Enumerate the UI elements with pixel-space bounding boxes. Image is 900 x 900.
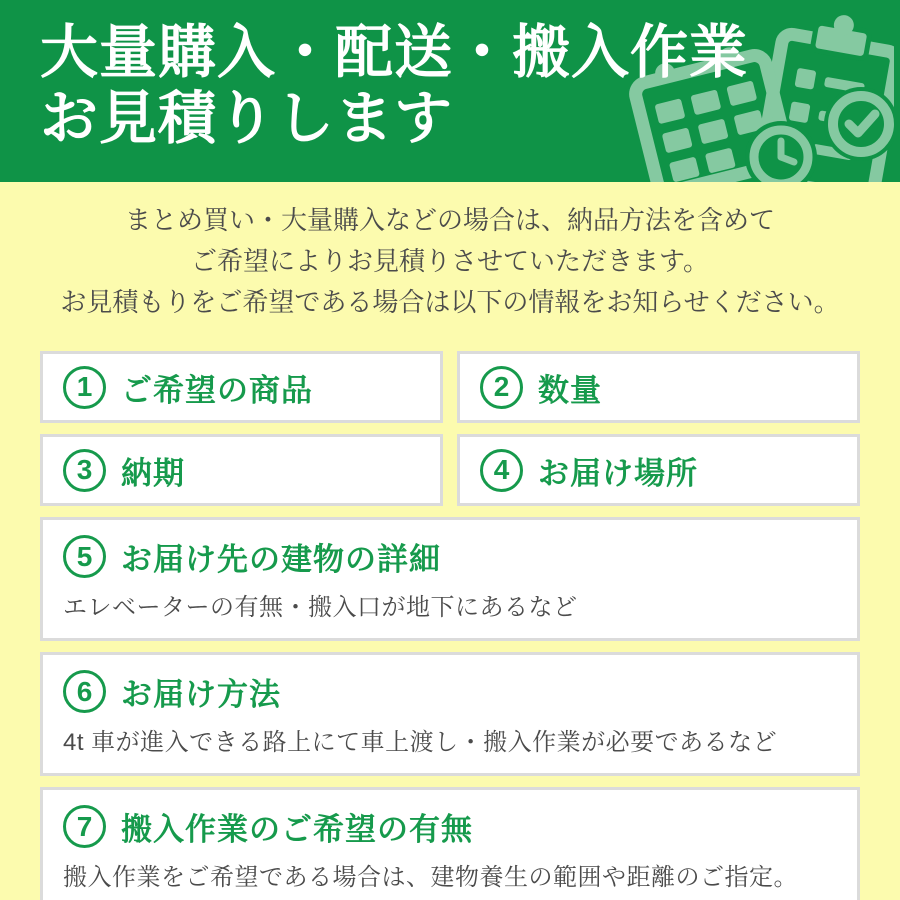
page-title-line1: 大量購入・配送・搬入作業	[40, 20, 749, 85]
info-box-list	[40, 351, 860, 900]
number-badge-6: 6	[63, 670, 106, 713]
box-title-4: お届け場所	[538, 455, 698, 491]
info-box-desired-product	[40, 351, 443, 423]
box-title-row-6	[63, 669, 837, 714]
info-box-delivery-date	[40, 434, 443, 506]
box-title-row-5	[63, 534, 837, 579]
intro-paragraph	[0, 182, 900, 323]
info-box-building-details	[40, 517, 860, 641]
number-badge-7: 7	[63, 805, 106, 848]
box-description-5: エレベーターの有無・搬入口が地下にあるなど	[63, 594, 578, 621]
box-title-6: お届け方法	[121, 677, 281, 712]
small-box-grid	[40, 351, 860, 506]
box-title-row-7	[63, 804, 837, 849]
box-description-6: 4t 車が進入できる路上にて車上渡し・搬入作業が必要であるなど	[63, 729, 778, 756]
box-description-7: 搬入作業をご希望である場合は、建物養生の範囲や距離のご指定。	[63, 864, 798, 891]
box-title-1: ご希望の商品	[121, 372, 313, 408]
intro-line-1: まとめ買い・大量購入などの場合は、納品方法を含めて	[124, 205, 775, 235]
info-box-delivery-place	[457, 434, 860, 506]
number-badge-1: 1	[63, 366, 106, 409]
box-title-5: お届け先の建物の詳細	[121, 542, 441, 577]
intro-line-3: お見積もりをご希望である場合は以下の情報をお知らせください。	[60, 287, 840, 317]
header	[0, 0, 900, 182]
page-title-line2: お見積りします	[40, 86, 454, 151]
info-box-carry-in-work	[40, 787, 860, 900]
info-box-quantity	[457, 351, 860, 423]
box-title-7: 搬入作業のご希望の有無	[121, 812, 473, 847]
number-badge-2: 2	[480, 366, 523, 409]
number-badge-4: 4	[480, 449, 523, 492]
info-box-delivery-method	[40, 652, 860, 776]
box-title-3: 納期	[121, 455, 185, 491]
box-title-2: 数量	[538, 372, 602, 408]
page-title	[0, 0, 900, 152]
number-badge-5: 5	[63, 535, 106, 578]
intro-line-2: ご希望によりお見積りさせていただきます。	[191, 246, 709, 276]
number-badge-3: 3	[63, 449, 106, 492]
